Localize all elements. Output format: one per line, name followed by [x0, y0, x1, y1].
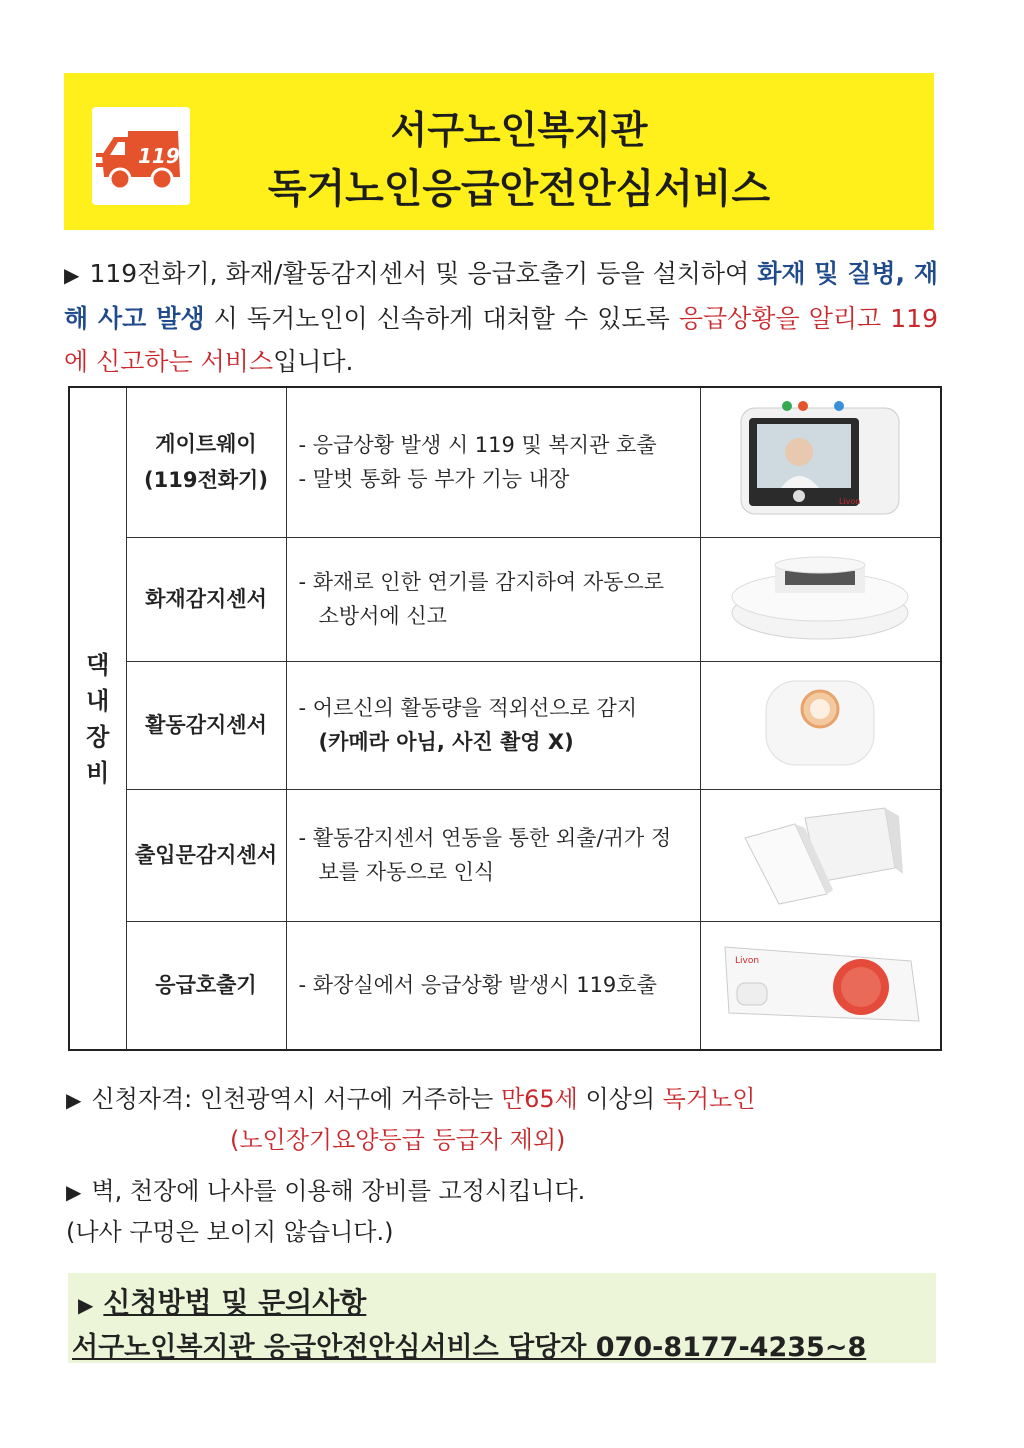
- device-name-sub: (119전화기): [144, 468, 268, 493]
- device-desc: - 어르신의 활동량을 적외선으로 감지: [298, 696, 638, 720]
- device-desc-cell: [286, 387, 700, 537]
- title-line-1: 서구노인복지관: [390, 108, 648, 152]
- intro-paragraph: [64, 252, 938, 383]
- device-desc-cell: [286, 537, 700, 661]
- mounting-text: 벽, 천장에 나사를 이용해 장비를 고정시킵니다.: [91, 1177, 586, 1205]
- device-desc: - 활동감지센서 연동을 통한 외출/귀가 정보를 자동으로 인식: [298, 826, 672, 884]
- contact-box: [68, 1273, 936, 1363]
- eligibility-label: 신청자격: 인천광역시 서구에 거주하는: [91, 1085, 501, 1113]
- device-desc: - 화장실에서 응급상황 발생시 119호출: [298, 973, 657, 998]
- table-row: [69, 661, 941, 789]
- eligibility-note: (노인장기요양등급 등급자 제외): [230, 1126, 566, 1154]
- device-image-cell: [700, 789, 941, 921]
- device-brand-label: Livon: [839, 497, 861, 507]
- intro-highlight-red: 응급상황을 알리고 119에 신고하는 서비스: [64, 304, 938, 376]
- device-name: 활동감지센서: [145, 713, 267, 737]
- mounting-line: [66, 1172, 585, 1211]
- triangle-bullet-icon: ▶: [66, 1088, 82, 1112]
- device-desc-cell: [286, 661, 700, 789]
- device-image-cell: [700, 387, 941, 537]
- door-sensor-image: [735, 798, 905, 908]
- eligibility-line: [66, 1080, 755, 1119]
- device-desc-cell: [286, 921, 700, 1050]
- device-name: 응급호출기: [155, 973, 257, 998]
- device-name-cell: [126, 537, 286, 661]
- device-name-cell: [126, 789, 286, 921]
- intro-part-2: 시 독거노인이 신속하게 대처할 수 있도록: [204, 304, 679, 333]
- category-char: 비: [86, 758, 110, 787]
- device-desc: - 말벗 통화 등 부가 기능 내장: [298, 467, 570, 492]
- logo-text: 119: [138, 144, 180, 168]
- device-image-cell: [700, 921, 941, 1050]
- smoke-detector-image: [725, 547, 915, 647]
- device-name: 화재감지센서: [145, 587, 267, 611]
- device-name: 게이트웨이: [155, 432, 257, 457]
- triangle-bullet-icon: ▶: [64, 263, 80, 287]
- device-desc: - 응급상황 발생 시 119 및 복지관 호출: [298, 433, 657, 458]
- header-banner: [64, 73, 934, 230]
- intro-highlight-blue: 화재 및 질병, 재해 사고 발생: [64, 259, 938, 333]
- device-name-cell: [126, 661, 286, 789]
- intro-part-1: 119전화기, 화재/활동감지센서 및 응급호출기 등을 설치하여: [89, 259, 758, 288]
- eligibility-target: 독거노인: [662, 1085, 756, 1113]
- device-name: 출입문감지센서: [134, 843, 277, 867]
- intro-part-3: 입니다.: [273, 347, 354, 376]
- triangle-bullet-icon: ▶: [78, 1293, 94, 1317]
- contact-heading: [78, 1281, 366, 1321]
- category-char: 내: [86, 686, 110, 715]
- category-char: 장: [86, 722, 110, 751]
- device-desc-cell: [286, 789, 700, 921]
- gateway-device-image: [735, 400, 905, 520]
- contact-heading-text: 신청방법 및 문의사항: [103, 1286, 367, 1319]
- table-row: [69, 387, 941, 537]
- emergency-button-image: [715, 933, 925, 1033]
- mounting-note: (나사 구멍은 보이지 않습니다.): [66, 1218, 394, 1246]
- device-name-cell: [126, 387, 286, 537]
- table-row: [69, 921, 941, 1050]
- table-row: [69, 537, 941, 661]
- eligibility-mid: 이상의: [577, 1085, 663, 1113]
- category-cell: [69, 387, 126, 1050]
- motion-sensor-image: [760, 673, 880, 773]
- device-brand-label: Livon: [735, 956, 760, 967]
- triangle-bullet-icon: ▶: [66, 1180, 82, 1204]
- title-line-2: 독거노인응급안전안심서비스: [267, 166, 771, 212]
- table-row: [69, 789, 941, 921]
- device-name-cell: [126, 921, 286, 1050]
- device-image-cell: [700, 537, 941, 661]
- equipment-table: [68, 386, 942, 1051]
- eligibility-age: 만65세: [500, 1085, 578, 1113]
- device-desc: - 화재로 인한 연기를 감지하여 자동으로 소방서에 신고: [298, 570, 665, 628]
- device-image-cell: [700, 661, 941, 789]
- device-desc-bold: (카메라 아님, 사진 촬영 X): [318, 730, 574, 754]
- category-char: 댁: [86, 650, 110, 679]
- contact-detail: 서구노인복지관 응급안전안심서비스 담당자 070-8177-4235~8: [72, 1332, 867, 1363]
